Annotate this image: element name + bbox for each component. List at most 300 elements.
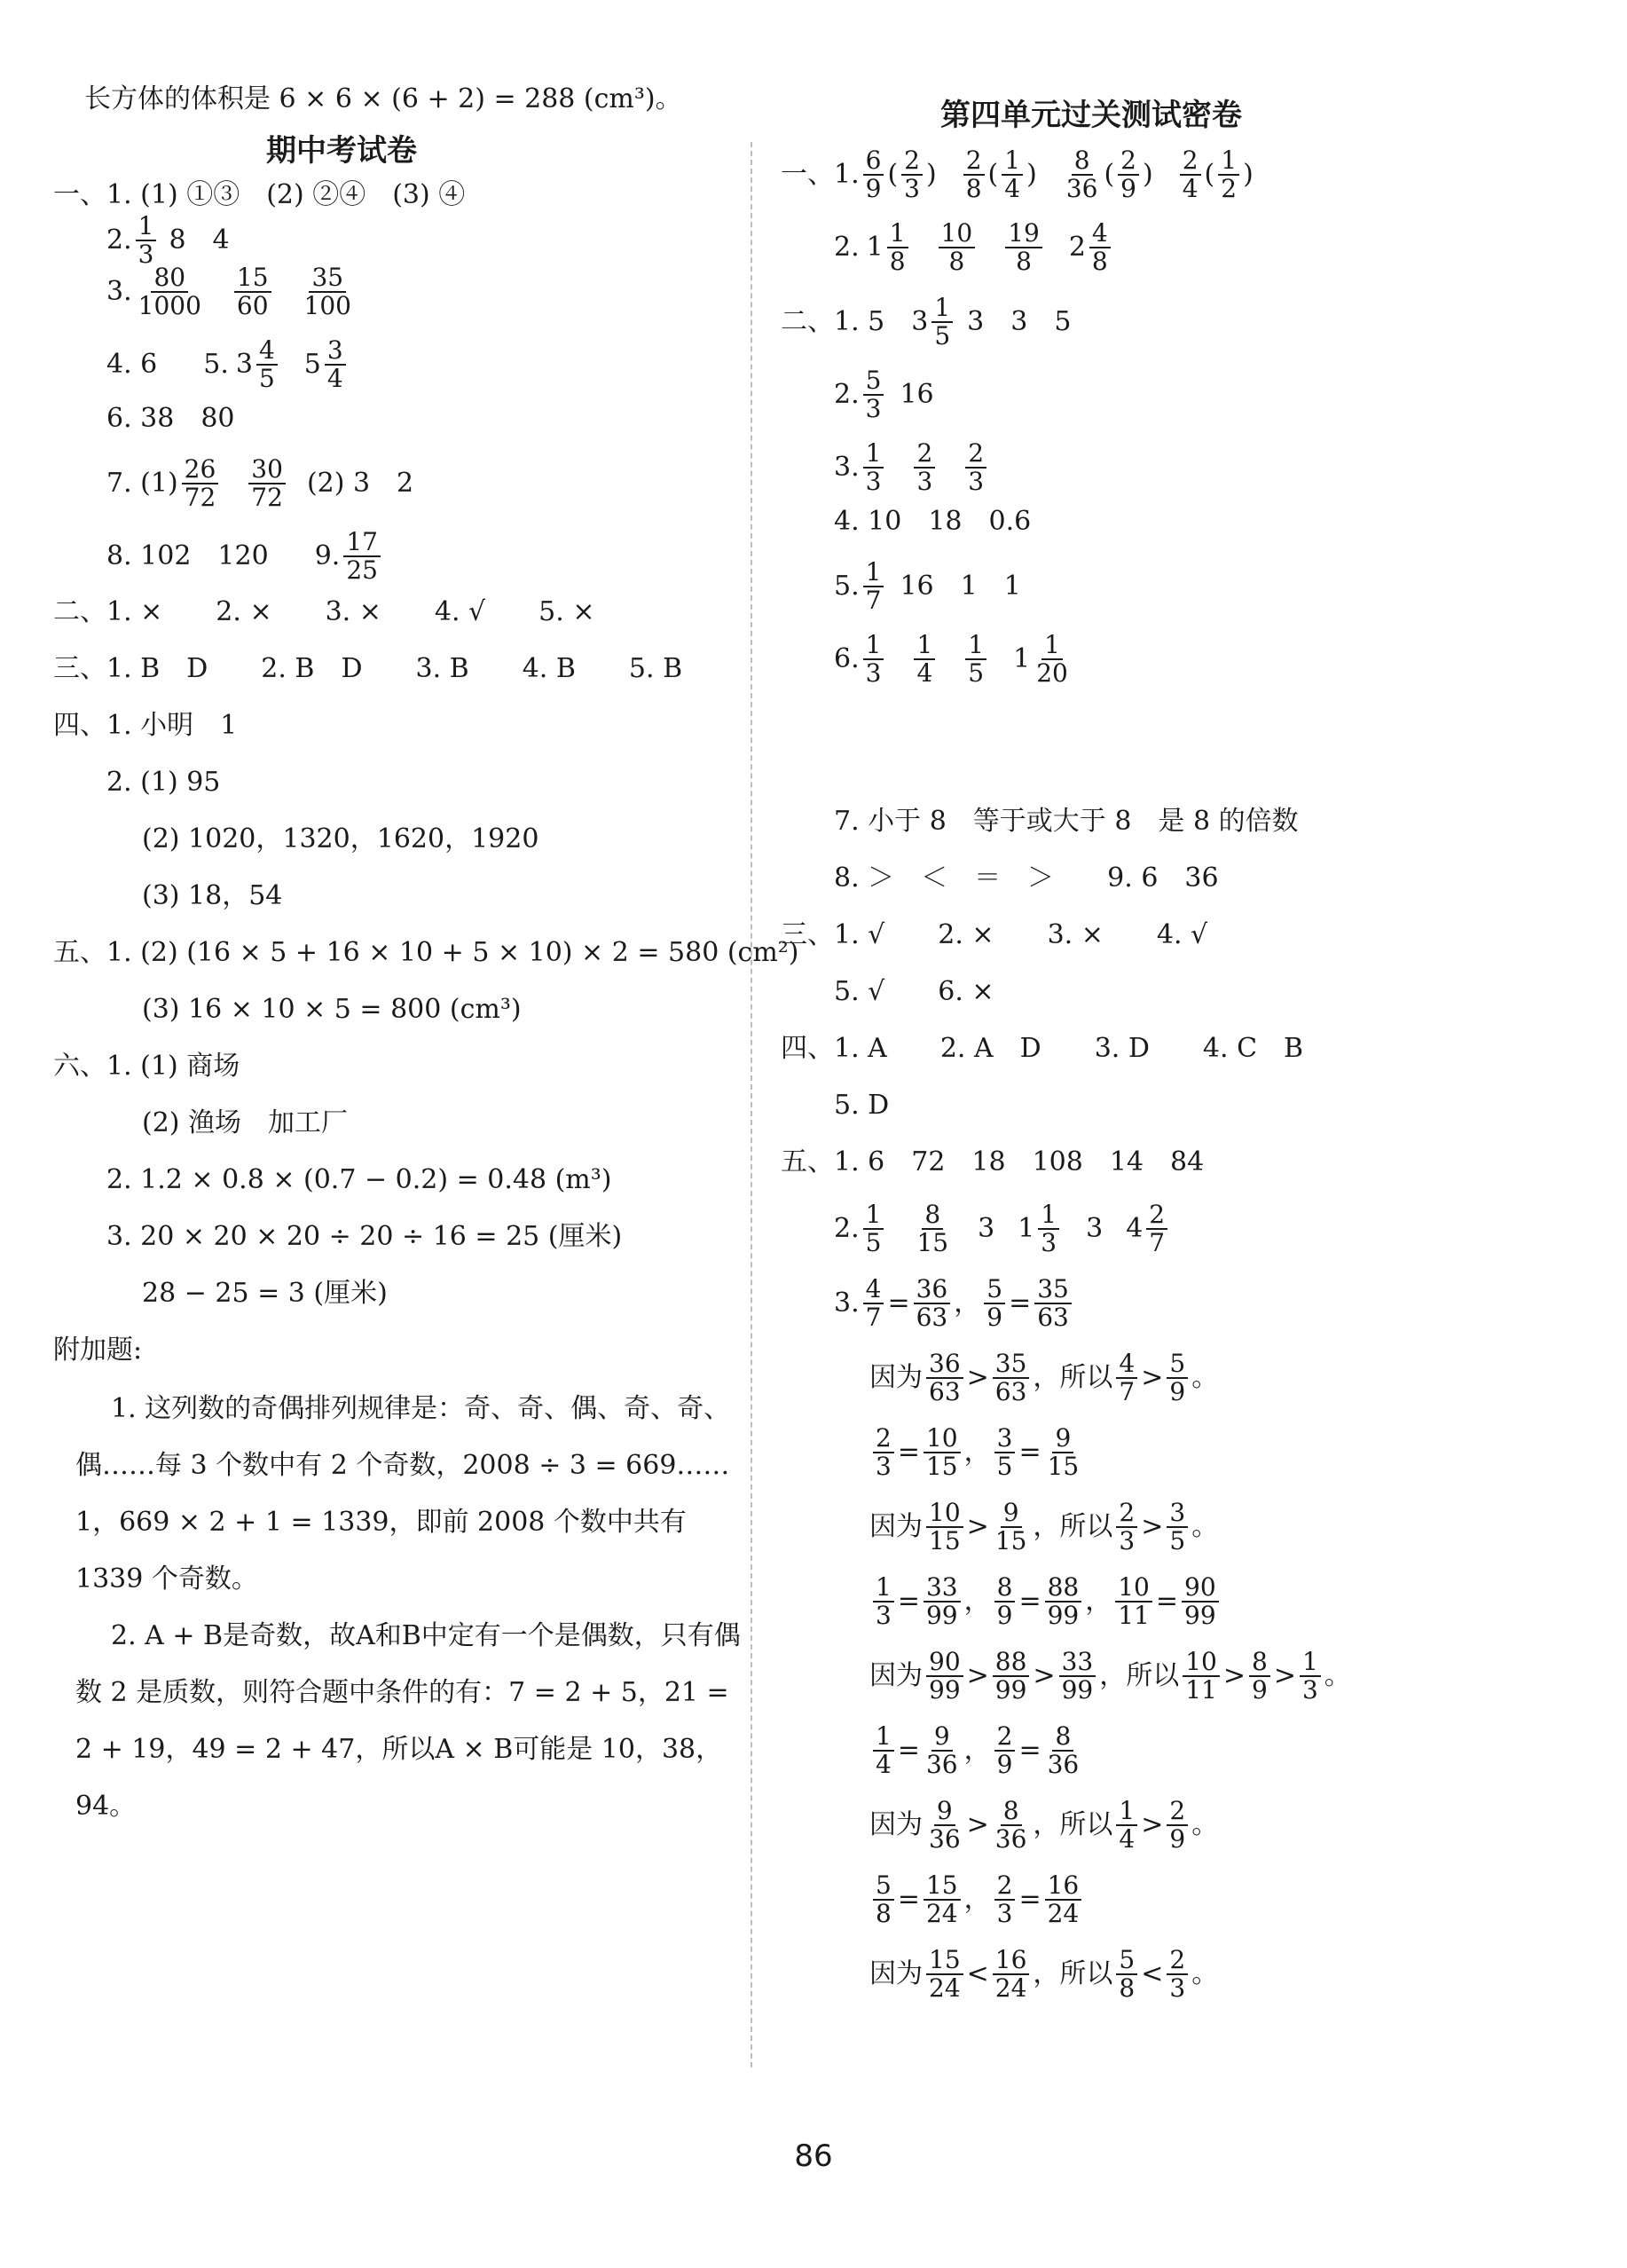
fraction (1180, 147, 1201, 202)
volume-line: 长方体的体积是 6 × 6 × (6 + 2) = 288 (cm³)。 (84, 83, 682, 114)
comma: ， (1033, 1809, 1060, 1840)
denominator: 3 (1169, 1973, 1186, 2003)
denominator: 99 (1061, 1675, 1094, 1705)
numerator: 2 (994, 1872, 1016, 1901)
numerator: 1 (873, 1574, 894, 1603)
fraction (1045, 1574, 1082, 1629)
s6-q3b: 28 − 25 = 3 (厘米) (142, 1278, 388, 1309)
label: 5. (834, 571, 860, 602)
label: 2. (106, 224, 132, 256)
numerator: 9 (1001, 1500, 1022, 1528)
numerator: 35 (1034, 1276, 1072, 1304)
equals-sign: = (1018, 1437, 1041, 1468)
denominator: 36 (994, 1824, 1027, 1854)
numerator: 2 (963, 147, 985, 176)
denominator: 3 (916, 467, 933, 496)
greater-than: > (1273, 1660, 1296, 1691)
numerator: 4 (1089, 220, 1111, 248)
fraction (1182, 1574, 1219, 1629)
fraction (1183, 1649, 1220, 1704)
s1-q1: 一、1. (1) ①③ (2) ②④ (3) ④ (53, 179, 466, 210)
numerator: 4 (1116, 1351, 1137, 1379)
numerator: 1 (136, 213, 157, 241)
s4-q1: 四、1. 小明 1 (53, 710, 238, 741)
greater-than: > (1222, 1660, 1246, 1691)
numerator: 90 (926, 1649, 963, 1677)
numerator: 15 (234, 264, 271, 293)
numerator: 5 (873, 1872, 894, 1901)
numerator: 2 (873, 1425, 894, 1453)
numerator: 36 (914, 1276, 951, 1304)
r-s4-a: 四、1. A 2. A D 3. D 4. C B (781, 1033, 1304, 1064)
r-s5-q3-cmp2 (869, 1500, 1218, 1555)
s3: 三、1. B D 2. B D 3. B 4. B 5. B (53, 653, 683, 684)
denominator: 9 (986, 1303, 1003, 1332)
denominator: 4 (326, 364, 343, 393)
denominator: 3 (904, 174, 920, 203)
r-s3-b: 5. √ 6. × (834, 976, 994, 1007)
r-s5-q3-cmp4 (869, 1798, 1218, 1853)
answers: 3 3 5 (967, 306, 1072, 337)
fraction (873, 1872, 894, 1927)
denominator: 36 (1065, 174, 1098, 203)
denominator: 99 (925, 1601, 958, 1630)
fraction (994, 1723, 1016, 1778)
denominator: 3 (1119, 1526, 1136, 1555)
numerator: 2 (1116, 1500, 1137, 1528)
denominator: 4 (1004, 174, 1021, 203)
r-s2-q2 (834, 367, 934, 422)
denominator: 20 (1036, 658, 1068, 688)
numerator: 2 (1180, 147, 1201, 176)
denominator: 63 (916, 1303, 948, 1332)
label: 2. (834, 1213, 860, 1244)
denominator: 15 (925, 1452, 958, 1481)
answers: (2) 3 2 (306, 468, 414, 499)
denominator: 4 (1182, 174, 1199, 203)
fraction (136, 213, 157, 268)
label: 5. (203, 349, 229, 380)
numerator: 2 (914, 440, 935, 469)
r-s5-q3-cmp1 (869, 1351, 1218, 1406)
label: 3. (834, 452, 860, 483)
numerator: 5 (984, 1276, 1005, 1304)
r-s5-q3-eq3 (869, 1574, 1222, 1629)
s1-q4-q5 (106, 337, 350, 392)
numerator: 10 (926, 1500, 963, 1528)
denominator: 99 (994, 1675, 1027, 1705)
period: 。 (1191, 1809, 1219, 1840)
s1-q2 (106, 213, 230, 268)
fraction (887, 220, 908, 275)
column-divider (751, 142, 752, 2067)
numerator: 1 (965, 632, 986, 660)
denominator: 3 (968, 467, 985, 496)
fraction (873, 1574, 894, 1629)
fraction (993, 1500, 1030, 1555)
fraction (1045, 1872, 1082, 1927)
period: 。 (1191, 1511, 1219, 1542)
denominator: 3 (865, 658, 882, 688)
denominator: 11 (1118, 1601, 1150, 1630)
fraction (248, 456, 286, 511)
fraction (343, 529, 381, 584)
numerator: 3 (994, 1425, 1016, 1453)
fraction (863, 440, 884, 495)
numerator: 1 (931, 295, 953, 323)
numerator: 2 (965, 440, 986, 469)
label: 6. (834, 643, 860, 674)
denominator: 7 (1119, 1377, 1136, 1406)
numerator: 16 (993, 1947, 1030, 1975)
denominator: 3 (138, 240, 154, 269)
numerator: 2 (994, 1723, 1016, 1752)
denominator: 5 (258, 364, 275, 393)
because: 因为 (869, 1809, 923, 1840)
equals-sign: = (897, 1586, 920, 1617)
fraction (136, 264, 204, 319)
denominator: 8 (965, 174, 982, 203)
fraction (939, 220, 976, 275)
denominator: 63 (1037, 1303, 1069, 1332)
numerator: 10 (1115, 1574, 1152, 1603)
fraction (924, 1872, 961, 1927)
numerator: 17 (343, 529, 381, 557)
denominator: 8 (948, 247, 965, 276)
s6-q2: 2. 1.2 × 0.8 × (0.7 − 0.2) = 0.48 (m³) (106, 1164, 612, 1195)
greater-than: > (966, 1809, 989, 1840)
denominator: 99 (1184, 1601, 1216, 1630)
comma: ， (963, 1586, 991, 1617)
s2: 二、1. × 2. × 3. × 4. √ 5. × (53, 596, 595, 627)
s6-q3: 3. 20 × 20 × 20 ÷ 20 ÷ 16 = 25 (厘米) (106, 1221, 623, 1252)
r-s5-q3-cmp3 (869, 1649, 1351, 1704)
so: 所以 (1059, 1958, 1113, 1989)
denominator: 11 (1185, 1675, 1217, 1705)
fraction (1002, 147, 1023, 202)
comma: ， (1033, 1362, 1060, 1393)
fraction (914, 1276, 951, 1331)
numerator: 1 (1116, 1798, 1137, 1826)
denominator: 24 (925, 1899, 958, 1928)
equals-sign: = (897, 1437, 920, 1468)
greater-than: > (966, 1511, 989, 1542)
fraction (325, 337, 346, 392)
fraction (1115, 1574, 1152, 1629)
s6-q1: 六、1. (1) 商场 (53, 1051, 240, 1082)
r-s5-q3-cmp5 (869, 1947, 1218, 2002)
fraction (994, 1574, 1016, 1629)
numerator: 1 (1300, 1649, 1321, 1677)
s1-q3 (106, 264, 358, 319)
fraction (965, 440, 986, 495)
fraction (926, 1351, 963, 1406)
fraction (1005, 220, 1042, 275)
r-s5-q1: 五、1. 6 72 18 108 14 84 (781, 1146, 1205, 1177)
denominator: 24 (994, 1973, 1027, 2003)
greater-than: > (966, 1362, 989, 1393)
numerator: 88 (1045, 1574, 1082, 1603)
numerator: 5 (1116, 1947, 1137, 1975)
numerator: 19 (1005, 220, 1042, 248)
numerator: 33 (1059, 1649, 1096, 1677)
comma: ， (963, 1735, 991, 1766)
denominator: 60 (236, 291, 269, 320)
q4: 4. 6 (106, 349, 158, 380)
numerator: 1 (873, 1723, 894, 1752)
fraction (1167, 1798, 1188, 1853)
denominator: 9 (1120, 174, 1136, 203)
denominator: 1000 (138, 291, 201, 320)
fraction (1116, 1798, 1137, 1853)
numerator: 10 (939, 220, 976, 248)
denominator: 3 (865, 394, 882, 423)
r-s5-q3-eq1 (834, 1276, 1075, 1331)
whole: 4 (1126, 1213, 1144, 1244)
whole: 1 (866, 232, 884, 263)
answers: 8 4 (169, 224, 230, 256)
equals-sign: = (1018, 1735, 1041, 1766)
denominator: 8 (1119, 1973, 1136, 2003)
denominator: 4 (916, 658, 933, 688)
r-s3-a: 三、1. √ 2. × 3. × 4. √ (781, 919, 1208, 950)
numerator: 1 (863, 559, 884, 587)
denominator: 7 (865, 586, 882, 615)
fraction (993, 1351, 1030, 1406)
fraction (1045, 1425, 1082, 1480)
numerator: 9 (1052, 1425, 1073, 1453)
because: 因为 (869, 1511, 923, 1542)
r-s5-q3-eq2 (869, 1425, 1085, 1480)
numerator: 35 (993, 1351, 1030, 1379)
label: 3. (834, 1288, 860, 1319)
numerator: 2 (1146, 1201, 1167, 1230)
period: 。 (1191, 1958, 1219, 1989)
numerator: 1 (863, 1201, 884, 1230)
fraction (914, 632, 935, 687)
denominator: 24 (929, 1973, 961, 2003)
fraction (863, 559, 884, 614)
whole: 1 (1018, 1213, 1035, 1244)
fraction (863, 1276, 884, 1331)
numerator: 1 (914, 632, 935, 660)
fraction (963, 147, 985, 202)
numerator: 1 (1218, 147, 1239, 176)
fraction (1249, 1649, 1270, 1704)
numerator: 15 (926, 1947, 963, 1975)
fraction (1300, 1649, 1321, 1704)
numerator: 4 (256, 337, 278, 366)
because: 因为 (869, 1362, 923, 1393)
fraction (863, 367, 884, 422)
fraction (1059, 1649, 1096, 1704)
numerator: 8 (994, 1574, 1016, 1603)
fraction (863, 632, 884, 687)
fraction (924, 1723, 961, 1778)
s4-q2b: (2) 1020，1320，1620，1920 (142, 823, 539, 854)
answer: 3 (1086, 1213, 1104, 1244)
label: 3. (106, 276, 132, 307)
fraction (1116, 1947, 1137, 2002)
denominator: 8 (876, 1899, 892, 1928)
equals-sign: = (897, 1735, 920, 1766)
numerator: 8 (1072, 147, 1093, 176)
greater-than: > (1141, 1362, 1164, 1393)
r-s2-q7: 7. 小于 8 等于或大于 8 是 8 的倍数 (834, 806, 1299, 837)
because: 因为 (869, 1958, 923, 1989)
numerator: 88 (993, 1649, 1030, 1677)
numerator: 36 (926, 1351, 963, 1379)
denominator: 15 (916, 1228, 949, 1257)
fraction (182, 456, 219, 511)
fraction (1034, 632, 1071, 687)
denominator: 72 (184, 483, 216, 512)
denominator: 24 (1047, 1899, 1080, 1928)
equals-sign: = (1009, 1288, 1032, 1319)
numerator: 3 (325, 337, 346, 366)
greater-than: > (1141, 1809, 1164, 1840)
denominator: 99 (929, 1675, 961, 1705)
fraction (1045, 1723, 1082, 1778)
fraction (984, 1276, 1005, 1331)
numerator: 8 (922, 1201, 943, 1230)
numerator: 3 (1167, 1500, 1188, 1528)
fraction (1167, 1947, 1188, 2002)
fraction (1167, 1500, 1188, 1555)
denominator: 99 (1047, 1601, 1080, 1630)
comma: ， (1099, 1660, 1127, 1691)
whole: 1 (1013, 643, 1031, 674)
denominator: 5 (996, 1452, 1013, 1481)
denominator: 36 (929, 1824, 961, 1854)
numerator: 1 (1038, 1201, 1059, 1230)
label: 7. (1) (106, 468, 178, 499)
extra-title: 附加题: (53, 1335, 143, 1366)
label: 2. (834, 232, 860, 263)
numerator: 6 (863, 147, 884, 176)
numerator: 2 (1118, 147, 1139, 176)
denominator: 9 (1169, 1824, 1186, 1854)
fraction (873, 1425, 894, 1480)
s1-q8-q9 (106, 529, 384, 584)
numerator: 2 (1167, 1798, 1188, 1826)
comma: ， (1033, 1958, 1060, 1989)
so: 所以 (1126, 1660, 1180, 1691)
numerator: 8 (1001, 1798, 1022, 1826)
fraction (926, 1947, 963, 2002)
extra-answer-1: 1. 这列数的奇偶排列规律是：奇、奇、偶、奇、奇、偶……每 3 个数中有 2 个奇数，2008 ÷ 3 = 669……1，669 × 2 + 1 = 1339，即前 2008 个数中共有 1339 个奇数。 (75, 1393, 731, 1595)
fraction (924, 1425, 961, 1480)
greater-than: > (1033, 1660, 1056, 1691)
r-s2-q4: 4. 10 18 0.6 (834, 506, 1032, 537)
fraction (994, 1872, 1016, 1927)
fraction (256, 337, 278, 392)
denominator: 15 (994, 1526, 1027, 1555)
denominator: 3 (1301, 1675, 1318, 1705)
numerator: 16 (1045, 1872, 1082, 1901)
denominator: 5 (968, 658, 985, 688)
numerator: 9 (934, 1798, 955, 1826)
numerator: 8 (1052, 1723, 1073, 1752)
answers: 16 (900, 379, 934, 410)
numerator: 80 (151, 264, 188, 293)
denominator: 72 (251, 483, 283, 512)
fraction (993, 1947, 1030, 2002)
denominator: 5 (934, 321, 951, 350)
denominator: 3 (876, 1601, 892, 1630)
numerator: 10 (924, 1425, 961, 1453)
denominator: 3 (996, 1899, 1013, 1928)
numerator: 1 (887, 220, 908, 248)
less-than: < (1141, 1958, 1164, 1989)
s5-q1: 五、1. (2) (16 × 5 + 16 × 10 + 5 × 10) × 2 = 580 (cm²) (53, 937, 799, 968)
denominator: 15 (1047, 1452, 1080, 1481)
comma: ， (963, 1884, 991, 1915)
denominator: 36 (925, 1750, 958, 1779)
fraction (914, 440, 935, 495)
less-than: < (966, 1958, 989, 1989)
denominator: 15 (929, 1526, 961, 1555)
fraction (1089, 220, 1111, 275)
numerator: 35 (309, 264, 346, 293)
numerator: 9 (931, 1723, 953, 1752)
numerator: 1 (1041, 632, 1063, 660)
s1-q6: 6. 38 80 (106, 403, 235, 434)
fraction (926, 1649, 963, 1704)
period: 。 (1191, 1362, 1219, 1393)
q8: 8. 102 120 (106, 540, 269, 571)
fraction (873, 1723, 894, 1778)
r-s2-q5 (834, 559, 1021, 614)
numerator: 10 (1183, 1649, 1220, 1677)
numerator: 1 (863, 632, 884, 660)
answers: 二、1. 5 3 (781, 306, 929, 337)
s4-q2c: (3) 18，54 (142, 880, 283, 911)
numerator: 1 (1002, 147, 1023, 176)
r-s5-q3-eq5 (869, 1872, 1085, 1927)
so: 所以 (1059, 1809, 1113, 1840)
fraction (993, 1649, 1030, 1704)
numerator: 15 (924, 1872, 961, 1901)
comma: ， (954, 1288, 981, 1319)
denominator: 9 (1169, 1377, 1186, 1406)
greater-than: > (1141, 1511, 1164, 1542)
numerator: 90 (1182, 1574, 1219, 1603)
fraction (863, 147, 884, 202)
numerator: 5 (1167, 1351, 1188, 1379)
whole: 5 (303, 349, 321, 380)
fraction (965, 632, 986, 687)
denominator: 3 (865, 467, 882, 496)
extra-answer-2: 2. A + B是奇数，故A和B中定有一个是偶数，只有偶数 2 是质数，则符合题中条件的有：7 = 2 + 5，21 = 2 + 19，49 = 2 + 47，所以A × B可能是 10，38，94。 (75, 1620, 741, 1822)
so: 所以 (1059, 1362, 1113, 1393)
comma: ， (1085, 1586, 1112, 1617)
so: 所以 (1059, 1511, 1113, 1542)
r-s2-q1 (781, 295, 1071, 350)
fraction (1118, 147, 1139, 202)
r-s2-q3 (834, 440, 990, 495)
denominator: 7 (865, 1303, 882, 1332)
numerator: 5 (863, 367, 884, 396)
fraction (1146, 1201, 1167, 1256)
fraction (1116, 1351, 1137, 1406)
fraction (994, 1425, 1016, 1480)
denominator: 4 (876, 1750, 892, 1779)
denominator: 9 (865, 174, 882, 203)
denominator: 100 (303, 291, 351, 320)
numerator: 1 (863, 440, 884, 469)
whole: 2 (1068, 232, 1086, 263)
